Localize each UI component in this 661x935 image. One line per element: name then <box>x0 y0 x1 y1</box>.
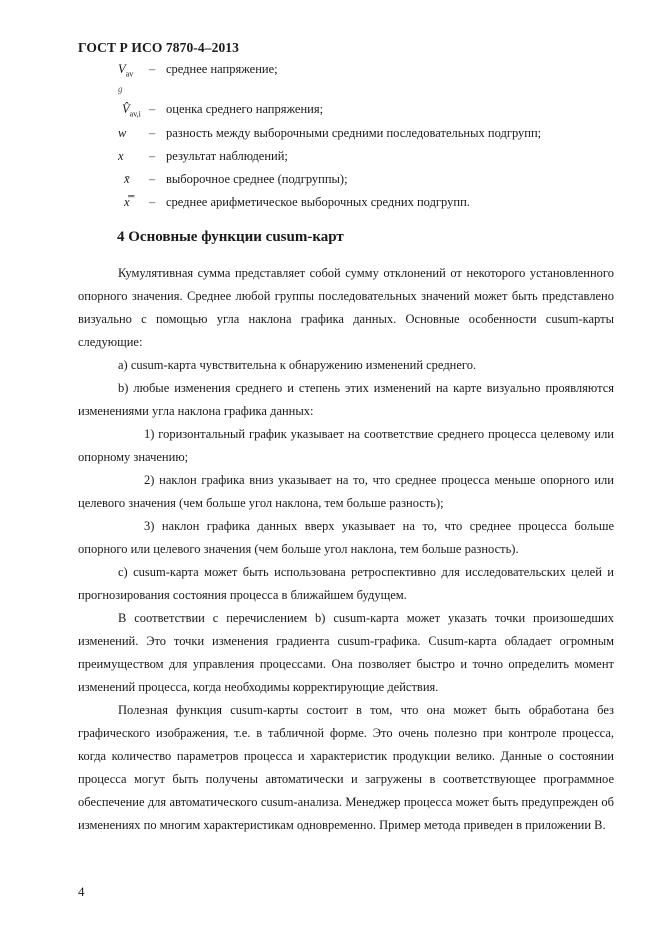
definition-text: среднее арифметическое выборочных средних подгрупп. <box>166 195 470 209</box>
list-item: b) любые изменения среднего и степень этих изменений на карте визуально проявляются изменениями угла наклона графика данных: <box>78 381 614 418</box>
definition-text: среднее напряжение; <box>166 62 278 76</box>
sub-list-item: 1) горизонтальный график указывает на соответствие среднего процесса целевому или опорному значению; <box>78 427 614 464</box>
definition-symbol: $V_{av}$ <box>118 62 134 79</box>
definition-symbol: x̿ <box>124 195 130 209</box>
definition-row <box>0 195 661 213</box>
definition-row <box>0 126 661 144</box>
definition-symbol: x <box>118 149 124 163</box>
definition-row <box>0 172 661 190</box>
list-item: c) cusum-карта может быть использована ретроспективно для исследовательских целей и прогнозирования состояния процесса в ближайшем будущем. <box>78 565 614 602</box>
body-text <box>78 262 614 837</box>
definition-dash: – <box>149 102 156 116</box>
sub-list-item: 3) наклон графика данных вверх указывает на то, что среднее процесса больше опорного или целевого значения (чем больше угол наклона, тем больше разность). <box>78 519 614 556</box>
definition-text: выборочное среднее (подгруппы); <box>166 172 348 186</box>
definition-row <box>0 102 661 120</box>
definition-row <box>0 62 661 80</box>
definition-dash: – <box>149 195 156 209</box>
definition-dash: – <box>149 126 156 140</box>
definition-dash: – <box>149 172 156 186</box>
definition-dash: – <box>149 149 156 163</box>
paragraph: В соответствии с перечислением b) cusum-карта может указать точки произошедших изменений. Это точки изменения градиента cusum-графика. Cusum-карта обладает огромным преимуществом для управления процессами. Она позволяет быстро и точно определить момент изменений процесса, когда необходимы корректирующие действия. <box>78 611 614 694</box>
document-header: ГОСТ Р ИСО 7870-4–2013 <box>78 40 239 55</box>
stray-mark: g <box>118 84 123 94</box>
definition-text: результат наблюдений; <box>166 149 288 163</box>
page-number: 4 <box>78 884 85 899</box>
definition-symbol: w <box>118 126 127 140</box>
section-title: 4 Основные функции cusum-карт <box>117 229 344 245</box>
definition-row <box>0 149 661 167</box>
definition-text: разность между выборочными средними последовательных подгрупп; <box>166 126 542 140</box>
sub-list-item: 2) наклон графика вниз указывает на то, что среднее процесса меньше опорного или целевого значения (чем больше угол наклона, тем больше разность); <box>78 473 614 510</box>
definition-dash: – <box>149 62 156 76</box>
list-item: а) cusum-карта чувствительна к обнаружению изменений среднего. <box>118 358 477 372</box>
paragraph: Кумулятивная сумма представляет собой сумму отклонений от некоторого установленного опорного значения. Среднее любой группы последовательных значений может быть представлено визуально с помощью угла наклона графика данных. Основные особенности cusum-карты следующие: <box>78 266 614 349</box>
paragraph: Полезная функция cusum-карты состоит в том, что она может быть обработана без графического изображения, т.е. в табличной форме. Это очень полезно при контроле процесса, когда количество параметров процесса и характеристик продукции велико. Данные о состоянии процесса могут быть получены автоматически и загружены в соответствующее программное обеспечение для автоматического cusum-анализа. Менеджер процесса может быть предупрежден об изменениях по многим характеристикам одновременно. Пример метода приведен в приложении В. <box>78 703 614 832</box>
definition-symbol: x̄ <box>124 172 130 186</box>
definition-text: оценка среднего напряжения; <box>166 102 324 116</box>
definition-symbol: $V̂_{av,i}$ <box>122 102 141 119</box>
